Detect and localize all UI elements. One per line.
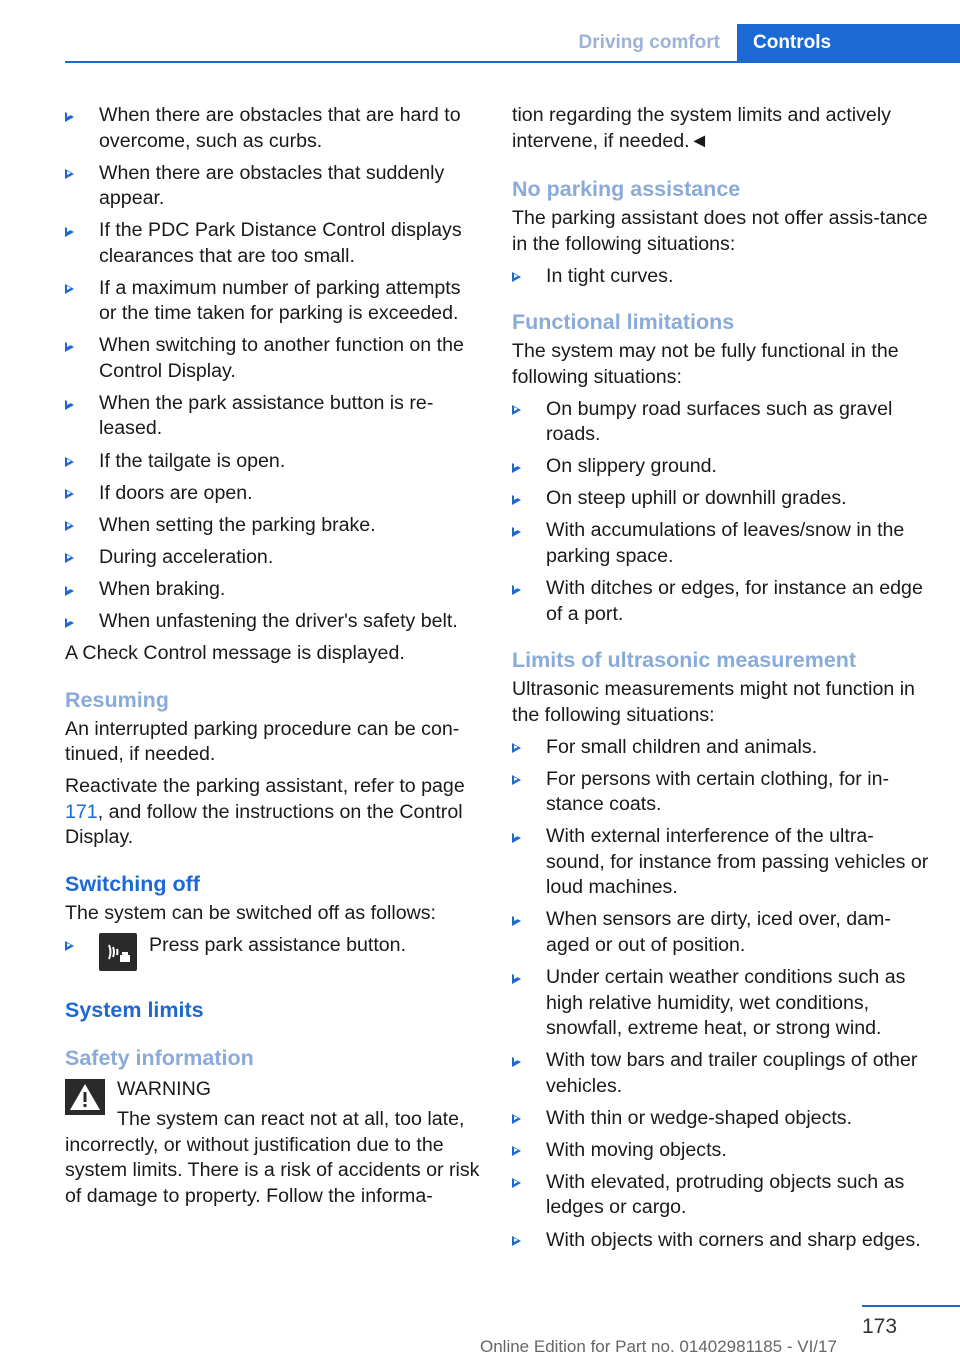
bullet-triangle-icon — [512, 1170, 521, 1196]
warning-text-first-line: The system can react not at all, too late, — [117, 1108, 465, 1131]
resuming-text: An interrupted parking procedure can be con-tinued, if needed. — [65, 717, 460, 766]
bullet-triangle-icon — [512, 1048, 521, 1074]
bullet-triangle-icon — [512, 965, 521, 991]
bullet-triangle-icon — [65, 513, 74, 539]
no-parking-assistance-text: The parking assistant does not offer assis-tance in the following situations: — [512, 207, 928, 255]
list-item: For persons with certain clothing, for in-stance coats. — [512, 767, 932, 818]
warning-continuation: tion regarding the system limits and actively intervene, if needed.◄ — [512, 104, 891, 152]
bullet-triangle-icon — [512, 1106, 521, 1132]
list-item: When unfastening the driver's safety belt. — [65, 609, 483, 635]
bullet-triangle-icon — [65, 276, 74, 302]
list-item: In tight curves. — [512, 264, 932, 290]
footer-divider — [862, 1305, 960, 1307]
list-item: Press park assistance button. — [65, 933, 483, 971]
bullet-triangle-icon — [512, 264, 521, 290]
warning-text: incorrectly, or without justification due to the system limits. There is a risk of accidents or risk of damage to property. Follow the informa- — [65, 1133, 480, 1207]
list-item: With thin or wedge-shaped objects. — [512, 1106, 932, 1132]
bullet-triangle-icon — [512, 1138, 521, 1164]
list-item: For small children and animals. — [512, 735, 932, 761]
list-item: When braking. — [65, 577, 483, 603]
switching-off-heading: Switching off — [65, 871, 200, 896]
list-item: With external interference of the ultra-sound, for instance from passing vehicles or loud machines. — [512, 824, 932, 901]
list-item: If doors are open. — [65, 481, 483, 507]
list-item: When there are obstacles that suddenly appear. — [65, 161, 483, 212]
bullet-triangle-icon — [65, 218, 74, 244]
bullet-triangle-icon — [512, 576, 521, 602]
ultrasonic-limits-heading: Limits of ultrasonic measurement — [512, 648, 857, 673]
list-item: With objects with corners and sharp edges. — [512, 1228, 932, 1254]
list-item: With elevated, protruding objects such as ledges or cargo. — [512, 1170, 932, 1221]
list-item: If the PDC Park Distance Control displays clearances that are too small. — [65, 218, 483, 269]
switching-off-list — [65, 933, 483, 971]
section-title: Driving comfort — [578, 32, 720, 53]
list-item: On steep uphill or downhill grades. — [512, 486, 932, 512]
list-item: With ditches or edges, for instance an edge of a port. — [512, 576, 932, 627]
bullet-triangle-icon — [65, 577, 74, 603]
bullet-triangle-icon — [512, 1228, 521, 1254]
bullet-triangle-icon — [65, 609, 74, 635]
list-item: With moving objects. — [512, 1138, 932, 1164]
list-item: If the tailgate is open. — [65, 449, 483, 475]
chapter-tab[interactable]: Controls — [737, 24, 960, 62]
page-number: 173 — [862, 1315, 898, 1338]
cancel-conditions-list — [65, 103, 483, 635]
list-item: When switching to another function on the Control Display. — [65, 333, 483, 384]
ultrasonic-limits-list — [512, 735, 932, 1253]
edition-footer: Online Edition for Part no. 01402981185 - VI/17 — [480, 1337, 837, 1356]
functional-limitations-list — [512, 397, 932, 627]
bullet-triangle-icon — [512, 824, 521, 850]
list-item: On bumpy road surfaces such as gravel roads. — [512, 397, 932, 448]
ultrasonic-limits-text: Ultrasonic measurements might not function in the following situations: — [512, 678, 915, 726]
warning-icon — [65, 1079, 105, 1115]
safety-information-heading: Safety information — [65, 1045, 254, 1070]
page-header — [0, 24, 960, 62]
bullet-triangle-icon — [512, 907, 521, 933]
list-item: With accumulations of leaves/snow in the parking space. — [512, 518, 932, 569]
list-item: When the park assistance button is re-leased. — [65, 391, 483, 442]
bullet-triangle-icon — [65, 545, 74, 571]
bullet-triangle-icon — [65, 391, 74, 417]
bullet-triangle-icon — [65, 933, 74, 959]
list-item: On slippery ground. — [512, 454, 932, 480]
bullet-triangle-icon — [65, 161, 74, 187]
resuming-reference: Reactivate the parking assistant, refer to page 171, and follow the instructions on the Control Display. — [65, 775, 465, 849]
switching-off-text: The system can be switched off as follows: — [65, 901, 436, 924]
bullet-triangle-icon — [65, 103, 74, 129]
list-item: Under certain weather conditions such as high relative humidity, wet conditions, snowfall, extreme heat, or strong wind. — [512, 965, 932, 1042]
bullet-triangle-icon — [65, 449, 74, 475]
functional-limitations-text: The system may not be fully functional in the following situations: — [512, 340, 899, 388]
left-column — [65, 103, 483, 1216]
list-item: During acceleration. — [65, 545, 483, 571]
functional-limitations-heading: Functional limitations — [512, 310, 735, 335]
right-column — [512, 103, 932, 1260]
check-control-note: A Check Control message is displayed. — [65, 642, 405, 665]
list-item: With tow bars and trailer couplings of other vehicles. — [512, 1048, 932, 1099]
bullet-triangle-icon — [65, 333, 74, 359]
bullet-triangle-icon — [512, 518, 521, 544]
header-divider — [65, 61, 960, 63]
resuming-heading: Resuming — [65, 687, 169, 712]
bullet-triangle-icon — [512, 486, 521, 512]
system-limits-heading: System limits — [65, 997, 204, 1022]
no-parking-assistance-list — [512, 264, 932, 290]
bullet-triangle-icon — [512, 454, 521, 480]
bullet-triangle-icon — [65, 481, 74, 507]
list-item: When setting the parking brake. — [65, 513, 483, 539]
warning-block — [65, 1077, 483, 1210]
bullet-triangle-icon — [512, 735, 521, 761]
list-item: If a maximum number of parking attempts or the time taken for parking is exceeded. — [65, 276, 483, 327]
park-assist-button-icon — [99, 933, 137, 971]
warning-label: WARNING — [117, 1077, 211, 1100]
list-item: When there are obstacles that are hard to overcome, such as curbs. — [65, 103, 483, 154]
page-link[interactable]: 171 — [65, 800, 98, 823]
list-item: When sensors are dirty, iced over, dam-aged or out of position. — [512, 907, 932, 958]
no-parking-assistance-heading: No parking assistance — [512, 177, 741, 201]
bullet-triangle-icon — [512, 767, 521, 793]
bullet-triangle-icon — [512, 397, 521, 423]
